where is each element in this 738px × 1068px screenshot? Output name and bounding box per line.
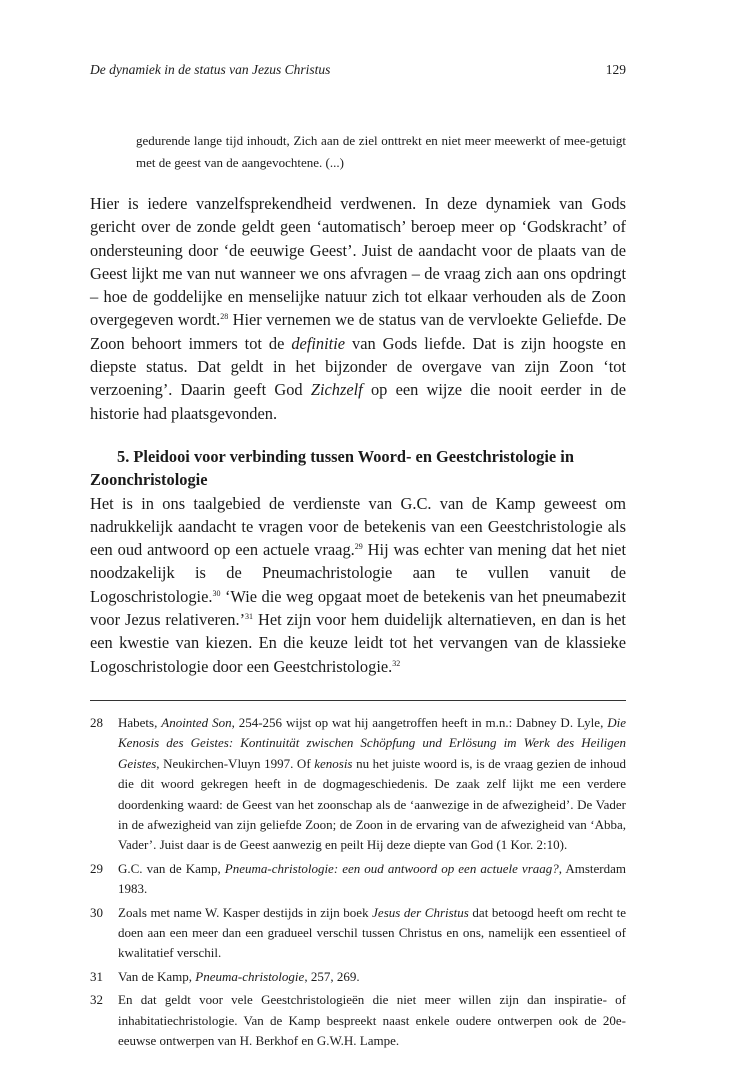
footnote-31-text-2: , 257, 269.	[304, 968, 360, 984]
running-head-title: De dynamiek in de status van Jezus Christus	[90, 62, 331, 77]
footnote-text	[118, 713, 626, 856]
footnote-text	[118, 990, 626, 1051]
footnote-31-text-1: Van de Kamp,	[118, 968, 196, 984]
footnote-number: 30	[90, 904, 103, 920]
running-head	[90, 62, 626, 86]
footnote-29-italic-1: Pneuma-christologie: een oud antwoord op een actuele vraag?	[224, 860, 559, 876]
footnote-number: 32	[90, 992, 103, 1008]
footnote-28-text-1: Habets,	[118, 714, 162, 730]
footnote-28-text-2: , 254-256 wijst op wat hij aangetroffen heeft in m.n.: Dabney D. Lyle,	[231, 714, 608, 730]
footnote-number: 29	[90, 860, 103, 876]
footnote-30-text-2: dat betoogd heeft om recht te doen aan een meer dan een gradueel verschil tussen Christus en ons, namelijk een essentieel of kwalitatief verschil.	[118, 904, 626, 961]
footnote-28-text-3: , Neukirchen-Vluyn 1997. Of	[156, 755, 315, 771]
paragraph-2-text-a: Het is in ons taalgebied de verdienste van G.C. van de Kamp geweest om nadrukkelijk aandacht te vragen voor de betekenis van een Geestchristologie als een oud antwoord op een actuele vraag.	[90, 493, 626, 560]
footnote-32	[90, 990, 626, 1051]
footnote-text	[118, 967, 626, 987]
paragraph-2	[90, 492, 626, 678]
section-heading: 5. Pleidooi voor verbinding tussen Woord- en Geestchristologie in Zoonchristologie	[90, 446, 574, 490]
footnote-28-italic-2: Die Kenosis des Geistes: Kontinuität zwischen Schöpfung und Erlösung im Werk des Heiligen Geistes	[118, 714, 626, 771]
footnote-ref-28[interactable]: 28	[220, 312, 229, 322]
footnote-30-italic-1: Jesus der Christus	[372, 904, 469, 920]
paragraph-2-text-d: Het zijn voor hem duidelijk alternatieven, en dan is het een kwestie van kiezen. En die keuze leidt tot het vervangen van de klassieke Logoschristologie door een Geestchristologie.	[90, 610, 626, 676]
footnote-number: 31	[90, 968, 103, 984]
paragraph-1-text-a: Hier is iedere vanzelfsprekendheid verdwenen. In deze dynamiek van Gods gericht over de zonde geldt geen ‘automatisch’ beroep meer op ‘Godskracht’ of ondersteuning door ‘de eeuwige Geest’. Juist de aandacht voor de plaats van de Geest lijkt me van nut wanneer we ons afvragen – de vraag zich aan ons opdringt – hoe de goddelijke en menselijke natuur zich tot elkaar verhouden als de Zoon overgegeven wordt.	[90, 194, 626, 330]
footnote-32-text-1: En dat geldt voor vele Geestchristologieën die niet meer willen zijn dan inspiratie- of inhabitatiechristologie. Van de Kamp bespreekt naast enkele oudere ontwerpen ook de 20e-eeuwse ontwerpen van H. Berkhof en G.W.H. Lampe.	[118, 992, 626, 1049]
footnote-divider	[90, 700, 626, 701]
footnote-28-text-4: nu het juiste woord is, is de vraag gezien de inhoud die dit woord gekregen heeft in de dogmageschiedenis. De zaak zelf lijkt me een verdere doordenking waard: de Geest van het zoonschap als de ‘aanwezige in de afwezigheid’. De Vader in de afwezigheid van zijn geliefde Zoon; de Zoon in de ervaring van de afwezigheid van ‘Abba, Vader’. Juist daar is de Geest aanwezig en peilt Hij deze diepte van God (1 Kor. 2:10).	[118, 755, 626, 853]
footnote-ref-29[interactable]: 29	[354, 542, 363, 552]
block-quote: gedurende lange tijd inhoudt, Zich aan de ziel onttrekt en niet meer meewerkt of mee-getuigt met de geest van de aangevochtene. (...)	[136, 133, 626, 170]
footnote-31-italic-1: Pneuma-christologie	[195, 968, 305, 984]
paragraph-1-italic-zichzelf: Zichzelf	[310, 380, 363, 400]
footnote-ref-32[interactable]: 32	[392, 658, 401, 668]
paragraph-2-text-b: Hij was echter van mening dat het niet noodzakelijk is de Pneumachristologie aan te vullen vanuit de Logoschristologie.	[90, 540, 626, 606]
paragraph-1-text-c: van Gods liefde. Dat is zijn hoogste en diepste status. Dat geldt in het bijzonder de overgave van zijn Zoon ‘tot verzoening’. Daarin geeft God	[90, 333, 626, 400]
page-number: 129	[605, 62, 626, 77]
footnote-text	[118, 859, 626, 900]
footnote-ref-30[interactable]: 30	[212, 588, 221, 598]
footnote-29-text-2: , Amsterdam 1983.	[118, 860, 626, 897]
footnote-28	[90, 713, 626, 856]
footnotes	[90, 713, 626, 1052]
footnote-30-text-1: Zoals met name W. Kasper destijds in zijn boek	[118, 904, 373, 920]
footnote-ref-31[interactable]: 31	[245, 612, 254, 622]
footnote-31	[90, 967, 626, 987]
footnote-30	[90, 903, 626, 964]
footnote-29-text-1: G.C. van de Kamp,	[118, 860, 225, 876]
paragraph-1-text-d: op een wijze die nooit eerder in de historie had plaatsgevonden.	[90, 380, 626, 423]
footnote-29	[90, 859, 626, 900]
paragraph-1	[90, 192, 626, 425]
footnote-28-italic-3: kenosis	[314, 755, 353, 771]
footnote-number: 28	[90, 714, 103, 730]
paragraph-2-text-c: ‘Wie die weg opgaat moet de betekenis van het pneumabezit voor Jezus relativeren.’	[90, 586, 626, 630]
footnote-text	[118, 903, 626, 964]
footnote-28-italic-1: Anointed Son	[161, 714, 232, 730]
page	[90, 62, 626, 1054]
paragraph-1-italic-definitie: definitie	[291, 333, 346, 353]
paragraph-1-text-b: Hier vernemen we de status van de vervloekte Geliefde. De Zoon behoort immers tot de	[90, 310, 627, 353]
